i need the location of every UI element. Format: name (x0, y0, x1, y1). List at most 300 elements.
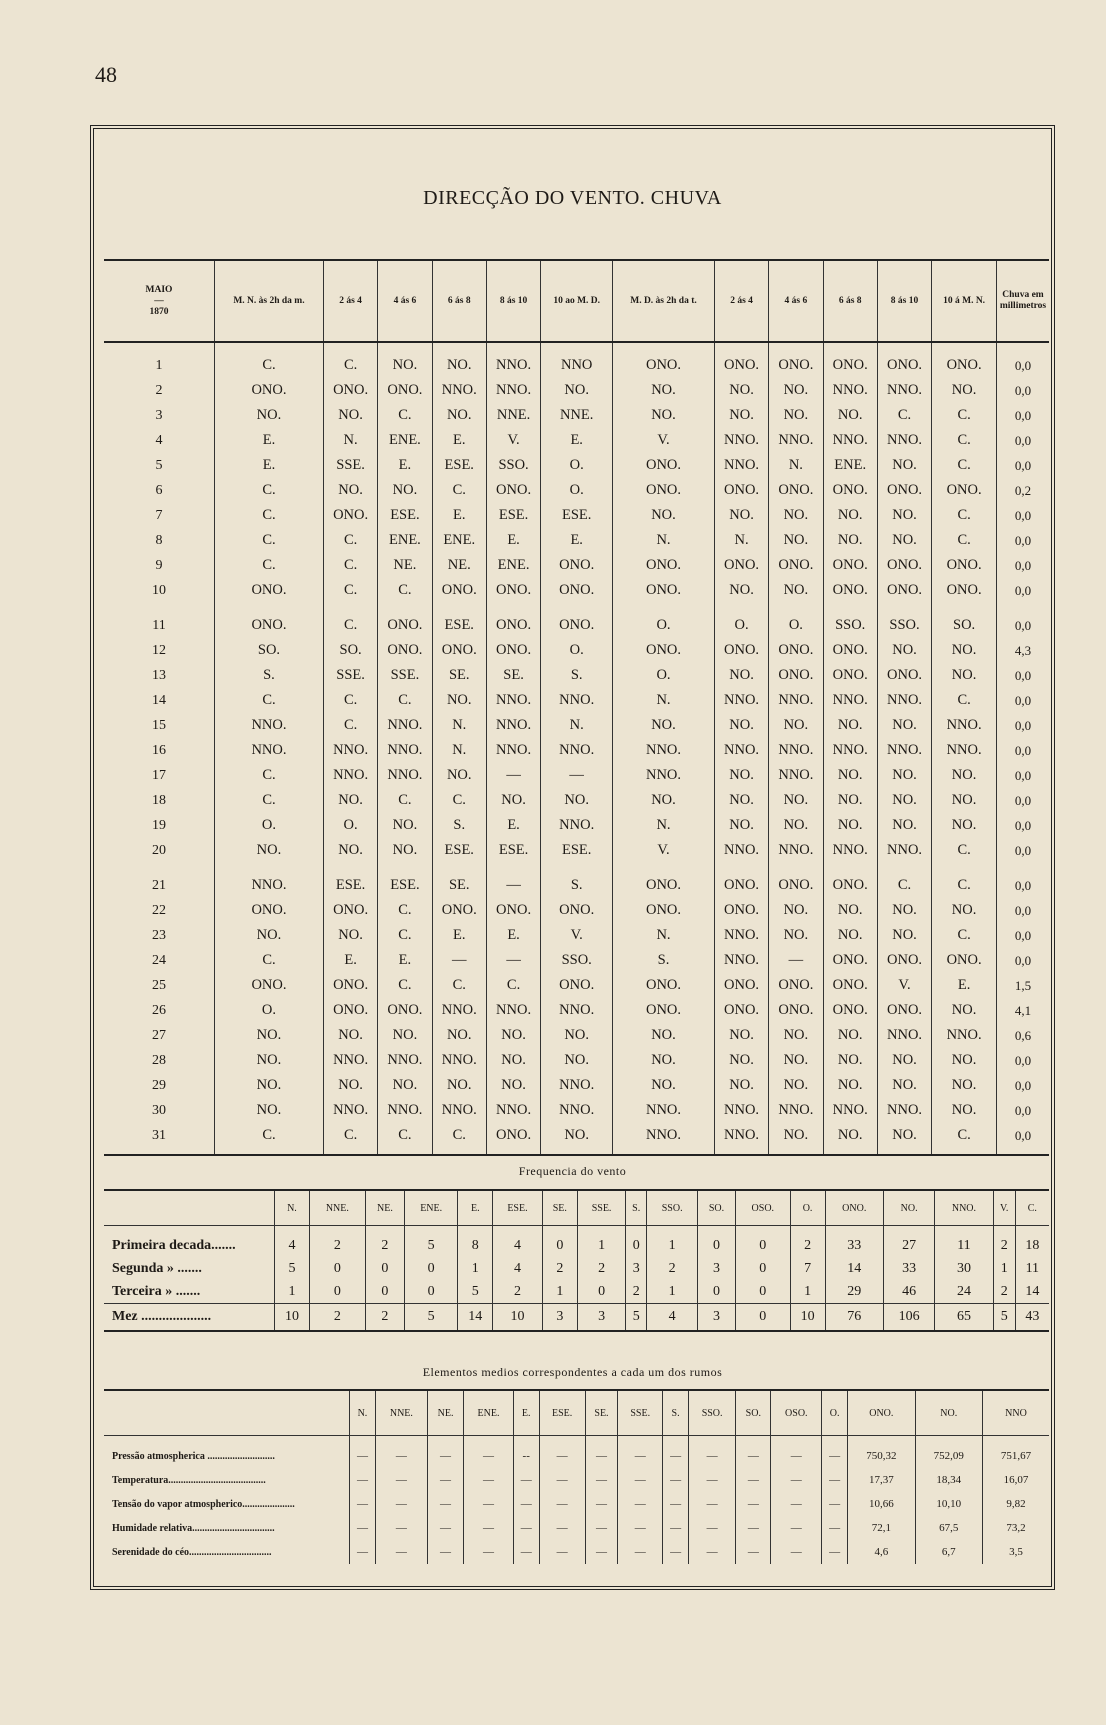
wind-cell: NO. (714, 663, 768, 688)
rain-cell: 0,0 (1014, 507, 1032, 523)
wind-cell: NNO. (541, 813, 613, 838)
wind-cell: NNO. (714, 838, 768, 863)
wind-cell: NO. (823, 1048, 877, 1073)
wind-cell: NO. (823, 528, 877, 553)
elements-cell: — (585, 1436, 618, 1469)
wind-cell: NO. (877, 923, 931, 948)
wind-cell: NO. (932, 813, 997, 838)
wind-cell: N. (541, 713, 613, 738)
wind-cell: ENE. (486, 553, 540, 578)
table-row (104, 578, 1049, 603)
wind-cell: ONO. (613, 553, 715, 578)
wind-cell: NNO. (714, 738, 768, 763)
wind-cell: NNO. (877, 688, 931, 713)
wind-cell: ONO. (714, 553, 768, 578)
frequency-cell: 10 (493, 1304, 542, 1332)
wind-cell: NNO. (323, 1098, 377, 1123)
wind-cell: C. (932, 403, 997, 428)
wind-cell: S. (541, 863, 613, 898)
wind-cell: C. (932, 838, 997, 863)
elements-cell: — (771, 1516, 822, 1540)
frequency-cell: 5 (275, 1257, 310, 1280)
elements-cell: — (375, 1492, 427, 1516)
table-row (104, 788, 1049, 813)
elements-row (104, 1492, 1049, 1516)
wind-cell: ONO. (541, 553, 613, 578)
wind-cell: NO. (877, 763, 931, 788)
elements-cell: — (822, 1492, 848, 1516)
wind-cell: NNO. (541, 998, 613, 1023)
rain-cell: 1,5 (1014, 977, 1032, 993)
wind-cell: SSO. (486, 453, 540, 478)
frequency-column-header: N. (275, 1190, 310, 1226)
wind-cell: E. (378, 948, 432, 973)
wind-cell: NNO. (714, 1098, 768, 1123)
elements-table (104, 1389, 1049, 1564)
day-cell: 13 (104, 663, 215, 688)
frequency-column-header: O. (790, 1190, 825, 1226)
day-cell: 20 (104, 838, 215, 863)
column-header: M. N. às 2h da m. (215, 260, 324, 342)
wind-cell: NNO. (486, 1098, 540, 1123)
elements-cell: — (464, 1436, 514, 1469)
rain-cell: 0,0 (1014, 457, 1032, 473)
wind-cell: NO. (769, 923, 823, 948)
wind-cell: NNO. (323, 1048, 377, 1073)
elements-cell: — (618, 1540, 663, 1564)
day-cell: 15 (104, 713, 215, 738)
wind-cell: E. (486, 528, 540, 553)
day-cell: 24 (104, 948, 215, 973)
elements-cell: — (585, 1540, 618, 1564)
wind-cell: NNO. (932, 1023, 997, 1048)
wind-cell: SE. (432, 863, 486, 898)
frequency-cell: 1 (647, 1226, 698, 1258)
wind-cell: C. (378, 973, 432, 998)
elements-row-label: Humidade relativa................................. (104, 1516, 350, 1540)
wind-cell: ONO. (932, 342, 997, 378)
wind-cell: NNO. (486, 713, 540, 738)
elements-cell: — (585, 1468, 618, 1492)
wind-cell: ONO. (823, 663, 877, 688)
rain-cell: 0,0 (1014, 667, 1032, 683)
wind-cell: NNO. (823, 738, 877, 763)
wind-cell: C. (932, 688, 997, 713)
wind-cell: ONO. (613, 973, 715, 998)
frequency-cell: 0 (404, 1280, 457, 1304)
table-row (104, 763, 1049, 788)
wind-cell: NO. (877, 813, 931, 838)
wind-cell: E. (432, 503, 486, 528)
elements-cell: — (736, 1468, 771, 1492)
elements-cell: — (375, 1436, 427, 1469)
wind-cell: C. (932, 528, 997, 553)
wind-cell: ESE. (541, 503, 613, 528)
wind-cell: ONO. (877, 948, 931, 973)
wind-cell: ONO. (877, 998, 931, 1023)
wind-cell: NNO. (714, 428, 768, 453)
elements-cell: — (464, 1492, 514, 1516)
wind-cell: ONO. (541, 898, 613, 923)
table-row (104, 813, 1049, 838)
day-cell: 27 (104, 1023, 215, 1048)
elements-cell: — (464, 1540, 514, 1564)
wind-cell: SO. (215, 638, 324, 663)
table-row (104, 663, 1049, 688)
wind-cell: ONO. (432, 578, 486, 603)
day-cell: 11 (104, 603, 215, 638)
frequency-cell: 2 (993, 1226, 1015, 1258)
wind-cell: NO. (323, 478, 377, 503)
frequency-column-header: V. (993, 1190, 1015, 1226)
wind-cell: NO. (323, 1023, 377, 1048)
rain-cell: 0,0 (1014, 817, 1032, 833)
elements-column-header: SE. (585, 1390, 618, 1436)
wind-cell: ONO. (613, 342, 715, 378)
frequency-row-label: Mez .................... (104, 1304, 275, 1332)
column-header: 2 ás 4 (323, 260, 377, 342)
wind-cell: ONO. (769, 663, 823, 688)
wind-cell: NO. (215, 1048, 324, 1073)
frequency-cell: 2 (309, 1226, 365, 1258)
wind-cell: O. (323, 813, 377, 838)
frequency-row-label: Primeira decada....... (104, 1226, 275, 1258)
page-number: 48 (95, 62, 117, 87)
frequency-cell: 2 (365, 1226, 404, 1258)
wind-cell: NO. (613, 403, 715, 428)
frequency-cell: 3 (542, 1304, 577, 1332)
wind-cell: C. (323, 578, 377, 603)
frequency-cell: 29 (825, 1280, 884, 1304)
elements-column-header: SSE. (618, 1390, 663, 1436)
frequency-cell: 1 (577, 1226, 625, 1258)
frequency-cell: 4 (647, 1304, 698, 1332)
table-row (104, 1023, 1049, 1048)
wind-cell: NO. (323, 838, 377, 863)
frequency-column-header: NNO. (935, 1190, 994, 1226)
rain-cell: 0,0 (1014, 407, 1032, 423)
wind-cell: NO. (823, 813, 877, 838)
wind-cell: C. (323, 528, 377, 553)
frequency-row (104, 1304, 1049, 1332)
elements-cell: — (350, 1436, 376, 1469)
wind-cell: NNO. (432, 378, 486, 403)
wind-cell: NO. (215, 923, 324, 948)
elements-title: Elementos medios correspondentes a cada um dos rumos (422, 1365, 723, 1379)
wind-cell: ONO. (613, 453, 715, 478)
wind-cell: NNO. (769, 1098, 823, 1123)
wind-cell: O. (541, 453, 613, 478)
frequency-cell: 33 (884, 1257, 935, 1280)
elements-cell: — (618, 1516, 663, 1540)
wind-cell: NO. (541, 1023, 613, 1048)
frequency-cell: 10 (275, 1304, 310, 1332)
wind-cell: NO. (613, 1023, 715, 1048)
elements-cell: — (663, 1516, 689, 1540)
wind-cell: C. (323, 603, 377, 638)
frequency-cell: 4 (493, 1257, 542, 1280)
frequency-table (104, 1189, 1049, 1332)
day-cell: 31 (104, 1123, 215, 1155)
wind-cell: NO. (932, 378, 997, 403)
wind-cell: C. (323, 713, 377, 738)
wind-cell: NNO. (769, 688, 823, 713)
table-row (104, 603, 1049, 638)
wind-cell: NO. (432, 403, 486, 428)
frequency-cell: 11 (935, 1226, 994, 1258)
elements-cell: — (689, 1492, 736, 1516)
frequency-cell: 2 (365, 1304, 404, 1332)
day-cell: 17 (104, 763, 215, 788)
wind-cell: NO. (613, 378, 715, 403)
frequency-cell: 10 (790, 1304, 825, 1332)
wind-cell: S. (432, 813, 486, 838)
frequency-column-header: ONO. (825, 1190, 884, 1226)
elements-cell: — (663, 1540, 689, 1564)
table-row (104, 1073, 1049, 1098)
wind-cell: NNO. (378, 1048, 432, 1073)
elements-row (104, 1540, 1049, 1564)
wind-cell: NNO. (714, 688, 768, 713)
column-header: M. D. às 2h da t. (613, 260, 715, 342)
elements-row-label: Tensão do vapor atmospherico..................... (104, 1492, 350, 1516)
wind-cell: NO. (823, 503, 877, 528)
elements-cell: 6,7 (915, 1540, 982, 1564)
wind-cell: C. (378, 788, 432, 813)
wind-cell: NNO. (769, 738, 823, 763)
elements-row (104, 1516, 1049, 1540)
frequency-cell: 8 (458, 1226, 493, 1258)
wind-cell: NO. (613, 1073, 715, 1098)
rain-cell: 0,0 (1014, 792, 1032, 808)
wind-cell: ONO. (323, 503, 377, 528)
frequency-cell: 1 (542, 1280, 577, 1304)
table-row (104, 453, 1049, 478)
wind-cell: NO. (541, 788, 613, 813)
wind-cell: ONO. (486, 603, 540, 638)
elements-cell: — (822, 1540, 848, 1564)
elements-cell: — (663, 1468, 689, 1492)
elements-cell: 16,07 (1003, 1474, 1029, 1486)
elements-cell: — (513, 1468, 539, 1492)
elements-cell: — (350, 1468, 376, 1492)
table-row (104, 973, 1049, 998)
wind-cell: ONO. (877, 342, 931, 378)
wind-cell: NNO. (323, 738, 377, 763)
wind-cell: NNO. (769, 838, 823, 863)
wind-cell: NNO. (541, 1098, 613, 1123)
table-row (104, 403, 1049, 428)
wind-cell: ESE. (432, 838, 486, 863)
frequency-cell: 3 (577, 1304, 625, 1332)
elements-cell: — (618, 1492, 663, 1516)
elements-cell: 10,66 (848, 1492, 915, 1516)
frequency-cell: 0 (577, 1280, 625, 1304)
frequency-column-header: C. (1015, 1190, 1049, 1226)
wind-cell: NO. (823, 1073, 877, 1098)
wind-cell: NE. (378, 553, 432, 578)
wind-cell: C. (432, 1123, 486, 1155)
elements-cell: — (771, 1468, 822, 1492)
wind-cell: ONO. (877, 553, 931, 578)
wind-cell: SE. (432, 663, 486, 688)
elements-label-header (104, 1390, 350, 1436)
rain-cell: 0,0 (1014, 877, 1032, 893)
wind-cell: C. (932, 863, 997, 898)
column-header: 4 ás 6 (769, 260, 823, 342)
wind-cell: NO. (877, 1073, 931, 1098)
day-cell: 4 (104, 428, 215, 453)
wind-cell: ONO. (486, 478, 540, 503)
wind-cell: NO. (323, 403, 377, 428)
wind-cell: O. (541, 638, 613, 663)
wind-cell: ONO. (769, 973, 823, 998)
wind-cell: C. (378, 898, 432, 923)
elements-cell: 73,2 (1006, 1522, 1026, 1534)
wind-cell: NNO. (378, 763, 432, 788)
wind-cell: E. (215, 453, 324, 478)
frequency-cell: 5 (458, 1280, 493, 1304)
table-row (104, 478, 1049, 503)
elements-row-label: Serenidade do céo................................. (104, 1540, 350, 1564)
wind-cell: NNO (541, 342, 613, 378)
wind-cell: NNO. (541, 688, 613, 713)
elements-cell: 9,82 (1006, 1498, 1026, 1510)
wind-cell: SSO. (823, 603, 877, 638)
header-month: MAIO (145, 284, 173, 295)
frequency-column-header: NNE. (309, 1190, 365, 1226)
wind-cell: NNO. (877, 838, 931, 863)
wind-cell: NO. (323, 1073, 377, 1098)
wind-cell: NO. (215, 1073, 324, 1098)
wind-cell: NO. (541, 1123, 613, 1155)
header-dash: — (154, 295, 164, 306)
month-header (104, 260, 215, 342)
wind-cell: ONO. (432, 638, 486, 663)
wind-cell: NO. (378, 1023, 432, 1048)
wind-cell: ONO. (323, 973, 377, 998)
wind-cell: NO. (714, 713, 768, 738)
wind-cell: N. (613, 923, 715, 948)
day-cell: 10 (104, 578, 215, 603)
frequency-column-header: SSE. (577, 1190, 625, 1226)
frequency-cell: 0 (735, 1257, 790, 1280)
wind-cell: NO. (877, 528, 931, 553)
table-row (104, 688, 1049, 713)
table-row (104, 1048, 1049, 1073)
frequency-label-header (104, 1190, 275, 1226)
elements-cell: — (375, 1540, 427, 1564)
wind-cell: ONO. (769, 553, 823, 578)
elements-row (104, 1468, 1049, 1492)
wind-cell: ESE. (378, 503, 432, 528)
wind-cell: NNO. (432, 998, 486, 1023)
wind-cell: C. (486, 973, 540, 998)
wind-cell: C. (215, 528, 324, 553)
wind-cell: ONO. (932, 948, 997, 973)
wind-cell: NO. (541, 1048, 613, 1073)
frequency-cell: 0 (404, 1257, 457, 1280)
elements-cell: 67,5 (915, 1516, 982, 1540)
wind-cell: SO. (932, 603, 997, 638)
rain-cell: 0,0 (1014, 927, 1032, 943)
elements-cell: — (464, 1468, 514, 1492)
elements-column-header: NNE. (375, 1390, 427, 1436)
wind-cell: NO. (823, 923, 877, 948)
wind-cell: NO. (378, 1073, 432, 1098)
wind-cell: C. (932, 923, 997, 948)
column-header: 10 ao M. D. (541, 260, 613, 342)
wind-cell: NNO. (823, 428, 877, 453)
wind-cell: NO. (378, 478, 432, 503)
wind-cell: SSE. (323, 453, 377, 478)
wind-cell: NO. (877, 1123, 931, 1155)
wind-cell: O. (613, 603, 715, 638)
rain-cell: 0,0 (1014, 617, 1032, 633)
table-row (104, 923, 1049, 948)
elements-cell: — (736, 1540, 771, 1564)
rain-cell: 0,0 (1014, 717, 1032, 733)
frequency-cell: 1 (647, 1280, 698, 1304)
wind-cell: NO. (932, 1098, 997, 1123)
frequency-cell: 1 (275, 1280, 310, 1304)
wind-cell: NO. (769, 528, 823, 553)
rain-cell: 0,0 (1014, 1077, 1032, 1093)
wind-cell: NNO. (432, 1098, 486, 1123)
elements-cell: 3,5 (1009, 1546, 1023, 1558)
wind-cell: V. (613, 428, 715, 453)
day-cell: 25 (104, 973, 215, 998)
wind-cell: ONO. (714, 638, 768, 663)
elements-cell: — (350, 1516, 376, 1540)
wind-cell: NO. (714, 403, 768, 428)
frequency-cell: 24 (935, 1280, 994, 1304)
wind-cell: NNO. (378, 713, 432, 738)
elements-cell: — (585, 1492, 618, 1516)
wind-cell: NO. (714, 378, 768, 403)
frequency-column-header: NO. (884, 1190, 935, 1226)
wind-cell: C. (432, 788, 486, 813)
wind-cell: SSE. (323, 663, 377, 688)
table-row (104, 638, 1049, 663)
wind-cell: ONO. (215, 973, 324, 998)
wind-cell: ONO. (823, 948, 877, 973)
elements-cell: — (539, 1468, 585, 1492)
day-cell: 16 (104, 738, 215, 763)
frequency-cell: 5 (404, 1226, 457, 1258)
wind-cell: C. (378, 403, 432, 428)
wind-cell: NO. (378, 813, 432, 838)
elements-column-header: ONO. (848, 1390, 915, 1436)
elements-cell: — (663, 1436, 689, 1469)
wind-cell: E. (432, 923, 486, 948)
frequency-cell: 2 (493, 1280, 542, 1304)
column-header: 6 ás 8 (823, 260, 877, 342)
wind-cell: NNO. (823, 688, 877, 713)
wind-cell: ESE. (432, 453, 486, 478)
wind-cell: ONO. (613, 638, 715, 663)
column-header: 8 ás 10 (486, 260, 540, 342)
wind-cell: NO. (823, 898, 877, 923)
wind-cell: NO. (432, 688, 486, 713)
rain-cell: 4,3 (1014, 642, 1032, 658)
elements-cell: — (375, 1516, 427, 1540)
frequency-column-header: ENE. (404, 1190, 457, 1226)
wind-cell: NO. (432, 342, 486, 378)
wind-cell: NO. (769, 1073, 823, 1098)
frequency-cell: 1 (790, 1280, 825, 1304)
wind-cell: O. (613, 663, 715, 688)
